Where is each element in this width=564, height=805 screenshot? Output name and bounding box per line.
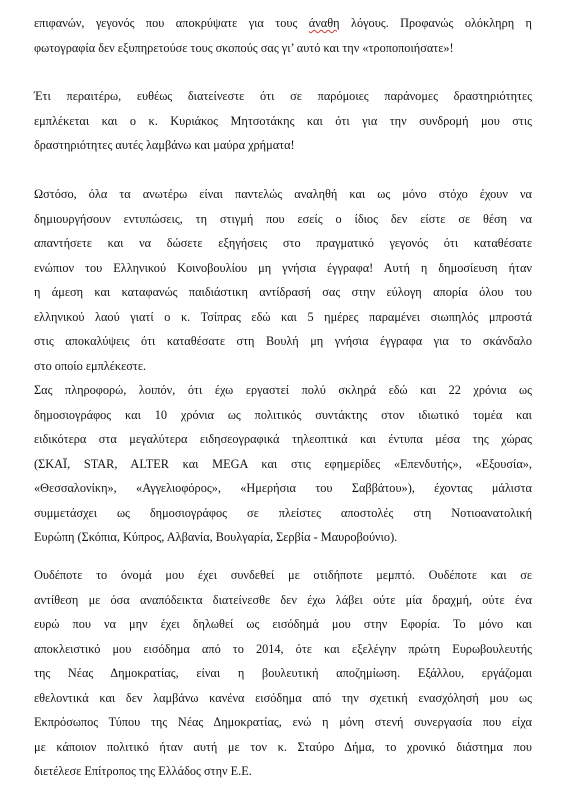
text-line xyxy=(34,612,532,637)
text-line xyxy=(34,354,532,379)
text-segment: εθελοντικά και δεν λαμβάνω κανένα εισόδημα από την σχετική ενασχόλησή μου ως xyxy=(34,690,532,705)
text-line xyxy=(34,427,532,452)
text-line xyxy=(34,280,532,305)
text-segment: δημιουργήσουν εντυπώσεις, τη στιγμή που εσείς ο ίδιος δεν είστε σε θέση να xyxy=(34,211,532,226)
text-segment: δραστηριότητες αυτές λαμβάνω και μαύρα χρήματα! xyxy=(34,138,295,152)
text-line xyxy=(34,378,532,403)
text-segment: διετέλεσε Επίτροπος της Ελλάδος στην Ε.Ε. xyxy=(34,764,252,778)
paragraph-3 xyxy=(34,182,532,378)
text-line xyxy=(34,109,532,134)
text-segment: (ΣΚΑΪ, STAR, ALTER και MEGA και στις εφημερίδες «Επενδυτής», «Εξουσία», xyxy=(34,456,532,471)
text-line xyxy=(34,36,532,61)
text-segment: Ουδέποτε το όνομά μου έχει συνδεθεί με οτιδήποτε μεμπτό. Ουδέποτε και σε xyxy=(34,568,532,582)
paragraph-2 xyxy=(34,84,532,158)
text-segment: ειδικότερα στα μεγαλύτερα ειδησεογραφικά τηλεοπτικά και έντυπα μέσα της χώρας xyxy=(34,432,532,446)
text-segment: στο οποίο εμπλέκεστε. xyxy=(34,358,147,373)
text-segment: ευρώ που να μην έχει δηλωθεί ως εισόδημά μου στην Εφορία. Το μόνο και xyxy=(34,617,532,631)
text-line xyxy=(34,501,532,526)
paragraph-5 xyxy=(34,563,532,784)
text-segment: επιφανών, γεγονός που αποκρύψατε για τους xyxy=(34,16,309,30)
text-line xyxy=(34,256,532,281)
text-line xyxy=(34,525,532,550)
text-segment: λόγους. Προφανώς ολόκληρη η xyxy=(339,16,532,30)
text-segment: φωτογραφία δεν εξυπηρετούσε τους σκοπούς σας γι’ αυτό και την «τροποποιήσατε»! xyxy=(34,40,454,55)
text-segment: Εκπρόσωπος Τύπου της Νέας Δημοκρατίας, ενώ η μόνη στενή συνεργασία που είχα xyxy=(34,715,532,729)
text-line xyxy=(34,735,532,760)
text-line xyxy=(34,182,532,207)
text-line xyxy=(34,588,532,613)
text-line xyxy=(34,661,532,686)
text-segment: ενώπιον του Ελληνικού Κοινοβουλίου μη γνήσια έγγραφα! Αυτή η δημοσίευση ήταν xyxy=(34,260,532,275)
text-segment: ελληνικού λαού γιατί ο κ. Τσίπρας εδώ και 5 ημέρες παραμένει σιωπηλός μπροστά xyxy=(34,309,532,324)
text-segment: απαντήσετε και να δώσετε εξηγήσεις στο πραγματικό γεγονός ότι καταθέσατε xyxy=(34,236,532,250)
text-segment: εμπλέκεται και ο κ. Κυριάκος Μητσοτάκης και ότι για την συνδρομή μου στις xyxy=(34,113,532,128)
text-segment: στις αποκαλύψεις ότι καταθέσατε στη Βουλή μη γνήσια έγγραφα για το σκάνδαλο xyxy=(34,334,532,348)
text-line xyxy=(34,476,532,501)
text-segment: Ευρώπη (Σκόπια, Κύπρος, Αλβανία, Βουλγαρία, Σερβία - Μαυροβούνιο). xyxy=(34,530,398,544)
paragraph-4 xyxy=(34,378,532,550)
text-line xyxy=(34,305,532,330)
text-segment: η άμεση και καταφανώς παιδιάστικη αντίδρασή σας στην εύλογη απορία όλου του xyxy=(34,285,532,299)
text-line xyxy=(34,133,532,158)
text-line xyxy=(34,686,532,711)
text-segment: αποκλειστικό μου εισόδημα από το 2014, ότε και εξελέγην πρώτη Ευρωβουλευτής xyxy=(34,641,532,656)
paragraph-1 xyxy=(34,11,532,60)
text-line xyxy=(34,710,532,735)
text-line xyxy=(34,84,532,109)
text-segment: δημοσιογράφος και 10 χρόνια ως πολιτικός συντάκτης στον ιδιωτικό τομέα και xyxy=(34,407,532,422)
misspelled-word: άναθη xyxy=(308,16,340,30)
text-line xyxy=(34,452,532,477)
text-line xyxy=(34,563,532,588)
text-line xyxy=(34,637,532,662)
text-line xyxy=(34,207,532,232)
text-segment: Έτι περαιτέρω, ευθέως διατείνεστε ότι σε παρόμοιες παράνομες δραστηριότητες xyxy=(34,89,532,103)
text-segment: Ωστόσο, όλα τα ανωτέρω είναι παντελώς αναληθή και ως μόνο στόχο έχουν να xyxy=(34,187,532,201)
text-line xyxy=(34,329,532,354)
text-line xyxy=(34,231,532,256)
text-line xyxy=(34,11,532,36)
text-segment: με κάποιον πολιτικό ήταν αυτή με τον κ. Σταύρο Δήμα, το χρονικό διάστημα που xyxy=(34,739,532,754)
text-segment: της Νέας Δημοκρατίας, είναι η βουλευτική αποζημίωση. Εξάλλου, εργάζομαι xyxy=(34,666,532,680)
text-segment: αντίθεση με όσα αναπόδεικτα διατείνεσθε δεν έχω λάβει ούτε μία δραχμή, ούτε ένα xyxy=(34,592,532,607)
text-segment: Σας πληροφορώ, λοιπόν, ότι έχω εργαστεί πολύ σκληρά εδώ και 22 χρόνια ως xyxy=(34,383,532,397)
text-segment: «Θεσσαλονίκη», «Αγγελιοφόρος», «Ημερήσια του Σαββάτου»), έχοντας μάλιστα xyxy=(34,481,532,495)
text-line xyxy=(34,403,532,428)
text-line xyxy=(34,759,532,784)
text-segment: συμμετάσχει ως δημοσιογράφος σε πλείστες αποστολές στη Νοτιοανατολική xyxy=(34,505,532,520)
